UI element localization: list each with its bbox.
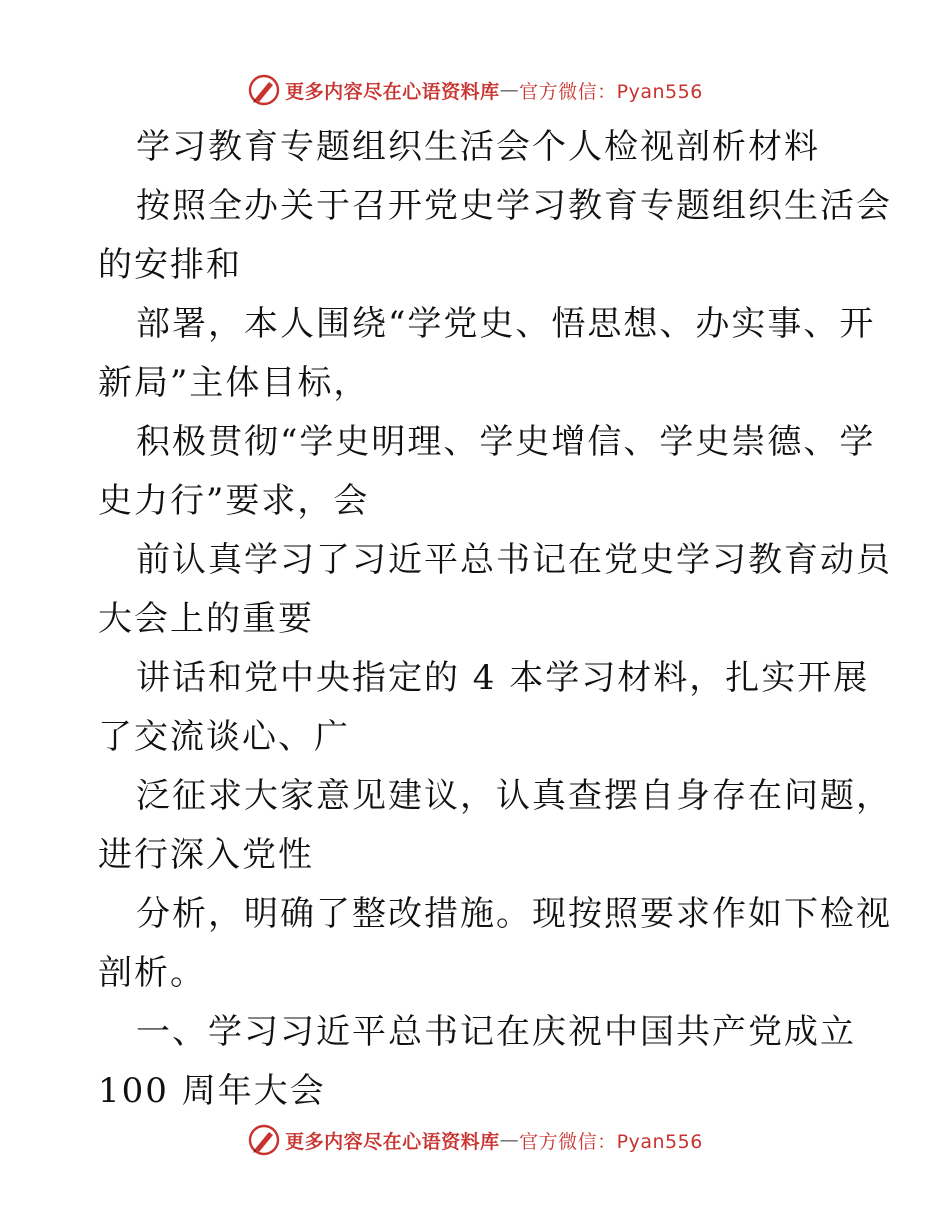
- body-text-line: 泛征求大家意见建议，认真查摆自身存在问题，: [136, 776, 892, 816]
- body-text-line: 剖析。: [98, 953, 206, 993]
- body-text-line: 的安排和: [98, 245, 242, 285]
- pen-circle-logo-icon: [247, 73, 281, 107]
- body-text-line: 新局”主体目标，: [98, 363, 370, 403]
- body-text-line: 史力行”要求，会: [98, 481, 370, 521]
- body-text-line: 部署，本人围绕“学党史、悟思想、办实事、开: [136, 304, 876, 344]
- body-text-line: 前认真学习了习近平总书记在党史学习教育动员: [136, 540, 892, 580]
- body-text-line: 了交流谈心、广: [98, 717, 350, 757]
- watermark-contact: 官方微信：Pyan556: [519, 80, 703, 103]
- watermark-separator: —: [499, 1129, 520, 1151]
- watermark-contact: 官方微信：Pyan556: [519, 1130, 703, 1153]
- body-text-line: 按照全办关于召开党史学习教育专题组织生活会: [136, 186, 892, 226]
- document-title: 学习教育专题组织生活会个人检视剖析材料: [136, 127, 820, 167]
- header-watermark: [0, 70, 950, 110]
- document-lines: [98, 177, 892, 1121]
- body-text-line: 大会上的重要: [98, 599, 314, 639]
- watermark-brand: 更多内容尽在心语资料库: [285, 80, 500, 103]
- watermark-brand: 更多内容尽在心语资料库: [285, 1130, 500, 1153]
- body-text-line: 积极贯彻“学史明理、学史增信、学史崇德、学: [136, 422, 876, 462]
- document-body: [98, 118, 892, 1121]
- pen-circle-logo-icon: [247, 1123, 281, 1157]
- body-text-line: 100 周年大会: [98, 1071, 326, 1111]
- body-text-line: 一、学习习近平总书记在庆祝中国共产党成立: [136, 1012, 856, 1052]
- watermark-separator: —: [499, 79, 520, 101]
- footer-watermark: [0, 1120, 950, 1160]
- body-text-line: 进行深入党性: [98, 835, 314, 875]
- body-text-line: 讲话和党中央指定的 4 本学习材料，扎实开展: [136, 658, 870, 698]
- body-text-line: 分析，明确了整改措施。现按照要求作如下检视: [136, 894, 892, 934]
